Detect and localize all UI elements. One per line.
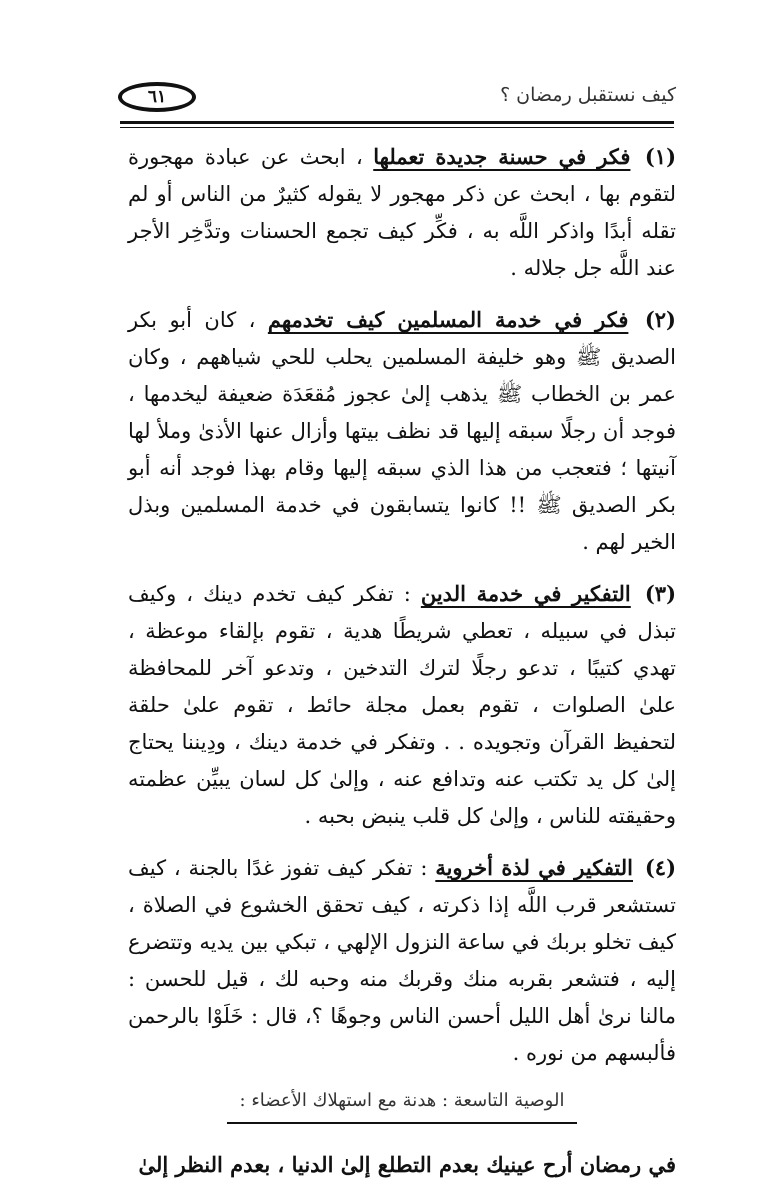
section-title: الوصية التاسعة : هدنة مع استهلاك الأعضاء :	[227, 1086, 577, 1124]
page-number-badge	[118, 82, 196, 112]
paragraph-number: (٢)	[644, 307, 676, 332]
paragraph-text: : تفكر كيف تفوز غدًا بالجنة ، كيف تستشعر قرب اللَّه إذا ذكرته ، كيف تحقق الخشوع في الصلاة ، كيف تخلو بربك في ساعة النزول الإلهي ، تبكي بين يديه وتتضرع إليه ، فتشعر بقربه منك وقربك منه وحبه لك ، قيل للحسن : مالنا نرىٰ أهل الليل أحسن الناس وجوهًا ؟، قال : خَلَوْا بالرحمن فألبسهم من نوره .	[128, 856, 676, 1065]
paragraph-2	[128, 301, 676, 561]
paragraph-heading: التفكير في لذة أخروية	[435, 855, 634, 880]
paragraph-number: (٤)	[644, 855, 676, 880]
paragraph-3	[128, 575, 676, 835]
final-paragraph: في رمضان أرح عينيك بعدم التطلع إلىٰ الدنيا ، بعدم النظر إلىٰ	[138, 1152, 676, 1177]
paragraph-1	[128, 138, 676, 287]
running-title: كيف نستقبل رمضان ؟	[500, 84, 676, 106]
paragraph-4	[128, 849, 676, 1072]
paragraph-number: (١)	[644, 144, 677, 169]
paragraph-heading: فكر في خدمة المسلمين كيف تخدمهم	[267, 307, 629, 332]
paragraph-text: ، كان أبو بكر الصديق ﷺ وهو خليفة المسلمين يحلب للحي شياههم ، وكان عمر بن الخطاب ﷺ يذهب إلىٰ عجوز مُقعَدَة ضعيفة ليخدمها ، فوجد أن رجلًا سبقه إليها قد نظف بيتها وأزال عنها الأذىٰ وملأ لها آنيتها ؛ فتعجب من هذا الذي سبقه إليها وقام بهذا فوجد أنه أبو بكر الصديق ﷺ !! كانوا يتسابقون في خدمة المسلمين وبذل الخير لهم .	[128, 308, 676, 554]
page-body	[128, 138, 676, 1197]
page-number: ٦١	[147, 87, 167, 107]
paragraph-text: ، ابحث عن عبادة مهجورة لتقوم بها ، ابحث عن ذكر مهجور لا يقوله كثيرٌ من الناس أو لم تقله أبدًا واذكر اللَّه به ، فكِّر كيف تجمع الحسنات وتدَّخِر الأجر عند اللَّه جل جلاله .	[128, 145, 676, 280]
paragraph-number: (٣)	[644, 581, 676, 606]
paragraph-heading: فكر في حسنة جديدة تعملها	[373, 144, 631, 169]
header-rule	[120, 121, 674, 124]
header-rule-thin	[120, 127, 674, 128]
paragraph-text: : تفكر كيف تخدم دينك ، وكيف تبذل في سبيله ، تعطي شريطًا هدية ، تقوم بإلقاء موعظة ، تهدي كتيبًا ، تدعو رجلًا لترك التدخين ، وتدعو آخر للمحافظة علىٰ الصلوات ، تقوم بعمل مجلة حائط ، تقوم علىٰ حلقة لتحفيظ القرآن وتجويده . . وتفكر في خدمة دينك ، ودِيننا يحتاج إلىٰ كل يد تكتب عنه وتدافع عنه ، وإلىٰ كل لسان يبيِّن عظمته وحقيقته للناس ، وإلىٰ كل قلب ينبض بحبه .	[128, 582, 676, 828]
page-header	[118, 78, 676, 118]
paragraph-heading: التفكير في خدمة الدين	[420, 581, 631, 606]
